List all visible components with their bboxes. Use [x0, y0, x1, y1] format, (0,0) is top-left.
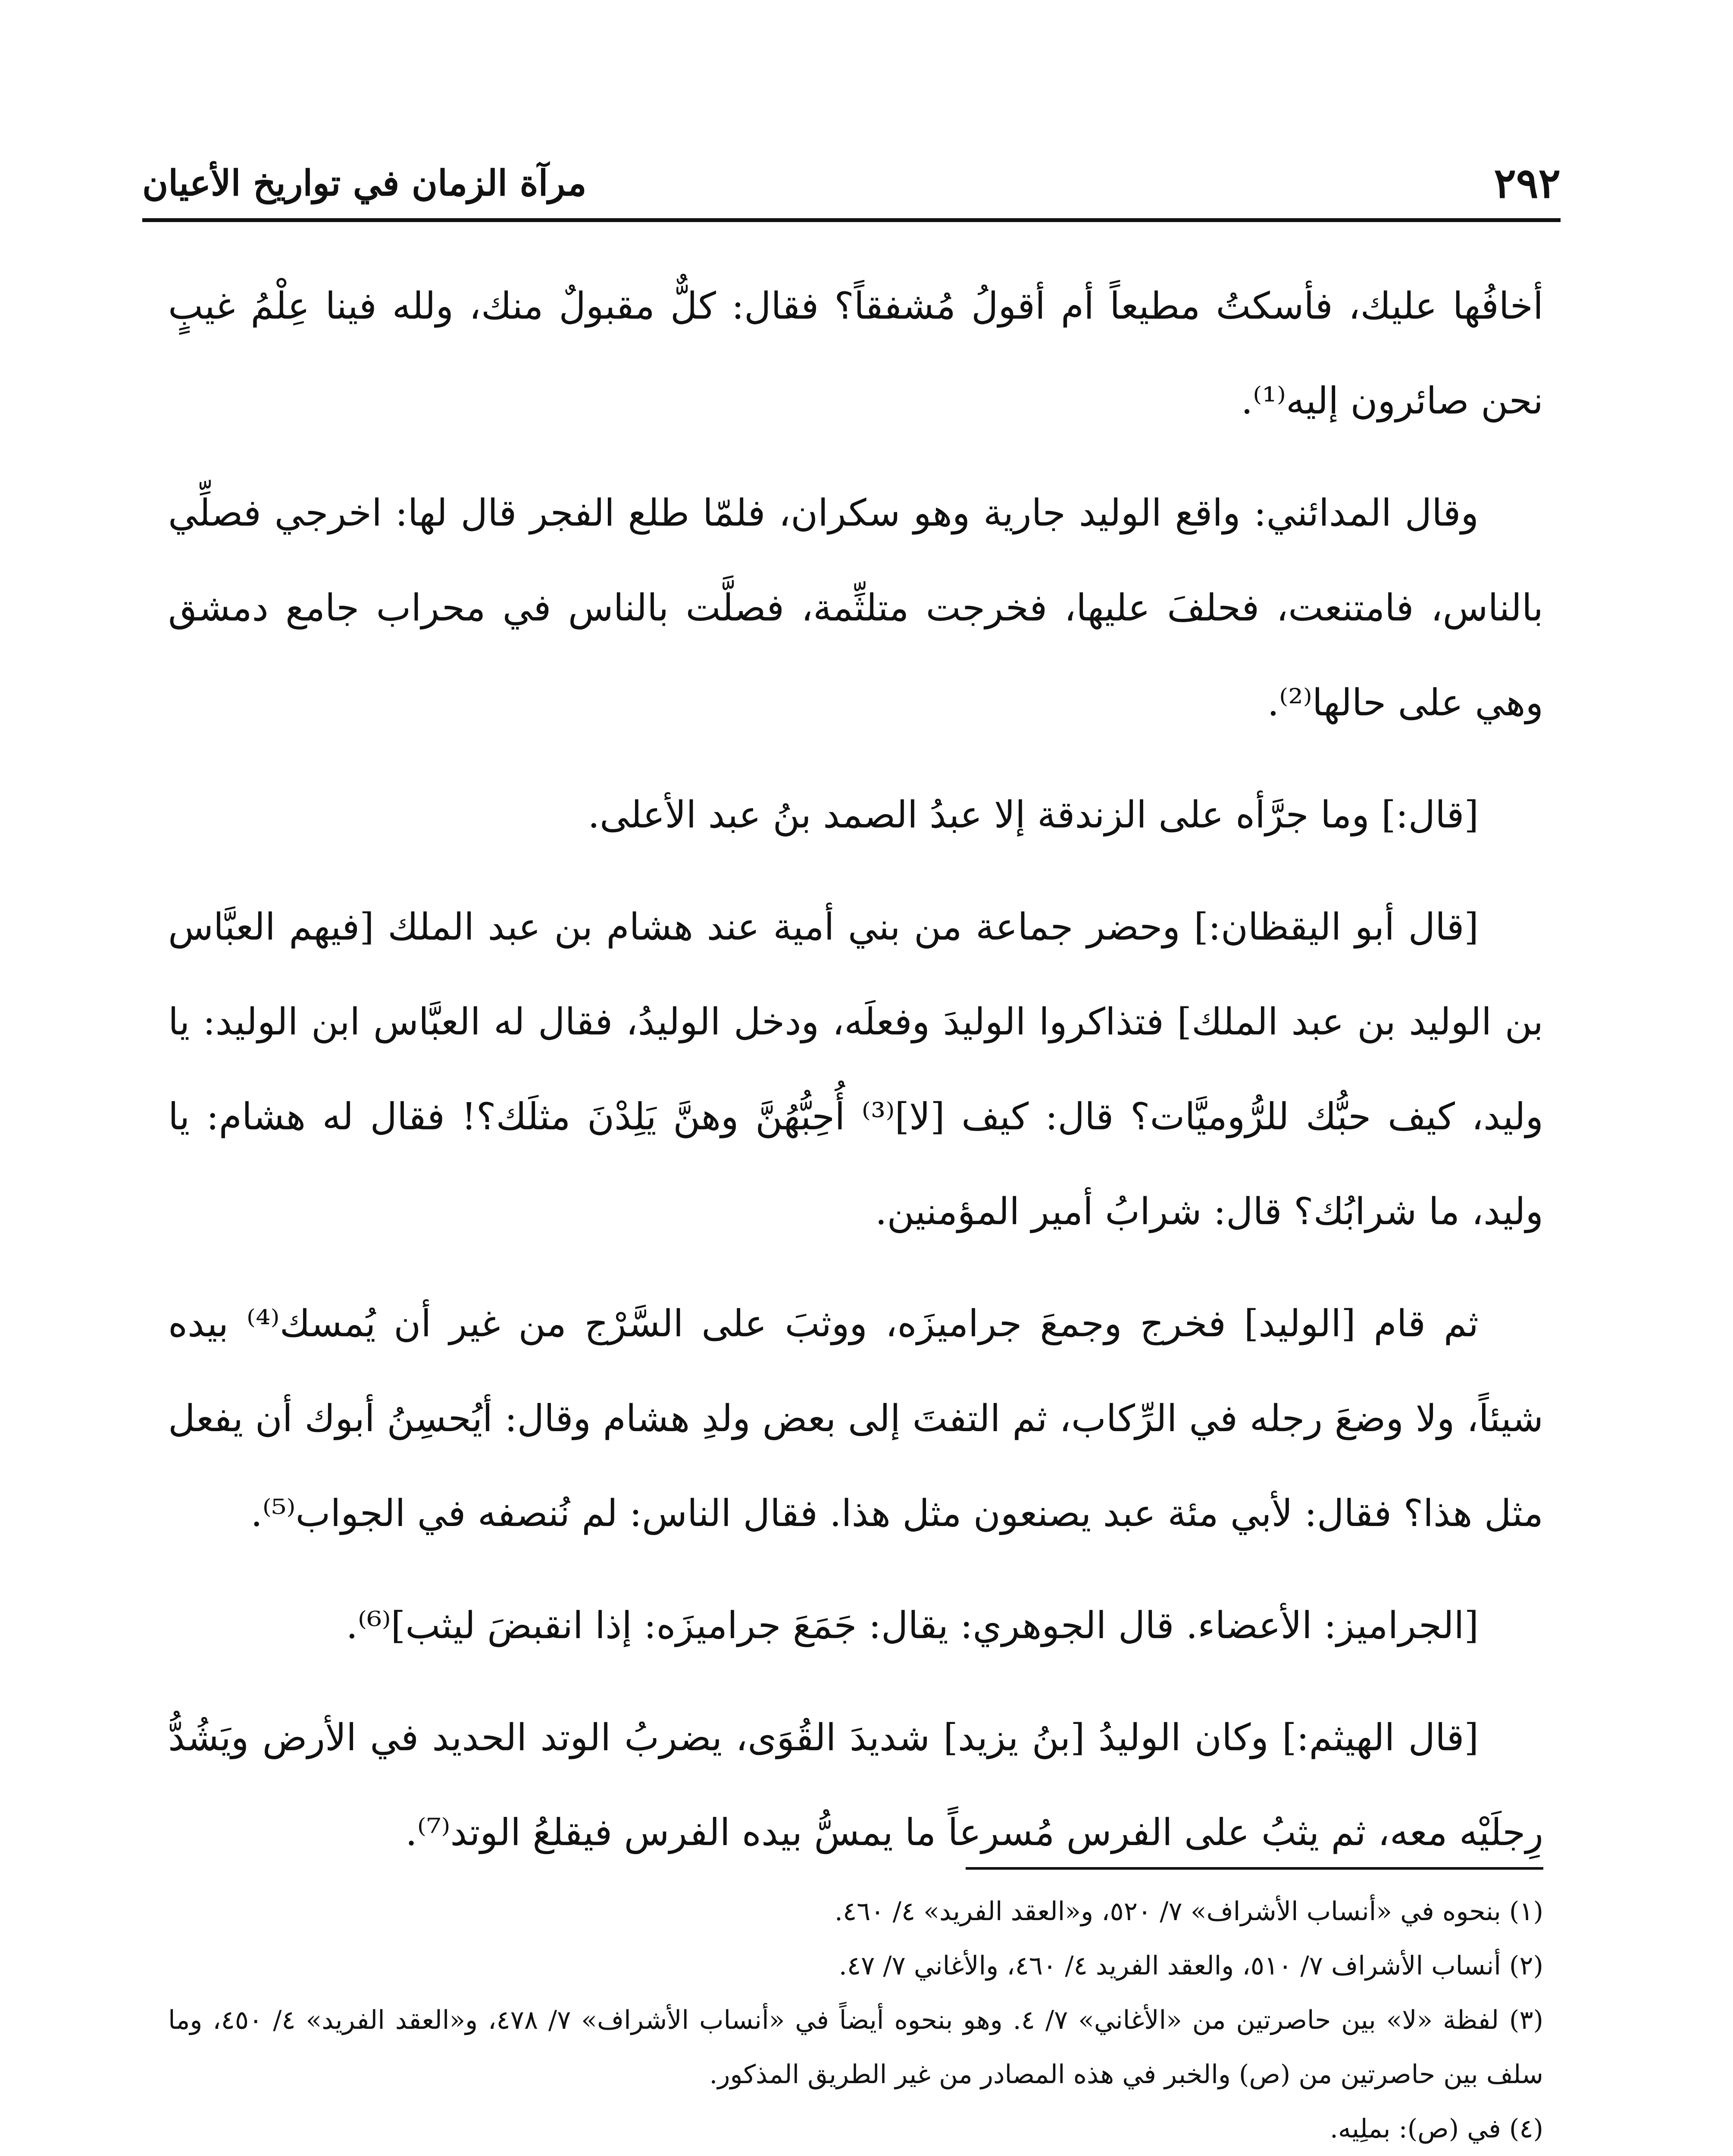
- running-title: مرآة الزمان في تواريخ الأعيان: [142, 163, 587, 204]
- paragraph: أخافُها عليك، فأسكتُ مطيعاً أم أقولُ مُشفقاً؟ فقال: كلٌّ مقبولٌ منك، ولله فينا عِلْمُ غيبٍ نحن صائرون إليه⁽¹⁾.: [168, 285, 1543, 423]
- page-number: ٢٩٢: [1494, 159, 1561, 207]
- footnote: (٢) أنساب الأشراف ٧/ ٥١٠، والعقد الفريد ٤/ ٤٦٠، والأغاني ٧/ ٤٧.: [838, 1951, 1543, 1981]
- main-text: [168, 259, 1543, 1897]
- paragraph: [قال أبو اليقظان:] وحضر جماعة من بني أمية عند هشام بن عبد الملك [فيهم العبَّاس بن الوليد بن عبد الملك] فتذاكروا الوليدَ وفعلَه، ودخل الوليدُ، فقال له العبَّاس ابن الوليد: يا وليد، كيف حبُّك للرُّوميَّات؟ قال: كيف [لا]⁽³⁾ أُحِبُّهُنَّ وهنَّ يَلِدْنَ مثلَك؟! فقال له هشام: يا وليد، ما شرابُك؟ قال: شرابُ أمير المؤمنين.: [168, 906, 1543, 1233]
- paragraph: [الجراميز: الأعضاء. قال الجوهري: يقال: جَمَعَ جراميزَه: إذا انقبضَ ليثب]⁽⁶⁾.: [346, 1604, 1479, 1647]
- page-header: [142, 155, 1561, 211]
- paragraph: [قال الهيثم:] وكان الوليدُ [بنُ يزيد] شديدَ القُوَى، يضربُ الوتد الحديد في الأرض ويَشُدُّ رِجلَيْه معه، ثم يثبُ على الفرس مُسرعاً ما يمسُّ بيده الفرس فيقلعُ الوتد⁽⁷⁾.: [168, 1716, 1543, 1854]
- footnote: (٤) في (ص): بملِيه.: [1329, 2114, 1543, 2144]
- footnote-separator: [966, 1867, 1543, 1870]
- footnote: (٣) لفظة «لا» بين حاصرتين من «الأغاني» ٧/ ٤. وهو بنحوه أيضاً في «أنساب الأشراف» ٧/ ٤٧٨، و«العقد الفريد» ٤/ ٤٥٠، وما سلف بين حاصرتين من (ص) والخبر في هذه المصادر من غير الطريق المذكور.: [168, 2005, 1543, 2090]
- header-rule: [142, 218, 1561, 222]
- paragraph: وقال المدائني: واقع الوليد جارية وهو سكران، فلمّا طلع الفجر قال لها: اخرجي فصلِّي بالناس، فامتنعت، فحلفَ عليها، فخرجت متلثِّمة، فصلَّت بالناس في محراب جامع دمشق وهي على حالها⁽²⁾.: [168, 492, 1543, 724]
- footnotes: [168, 1884, 1543, 2156]
- footnote: (١) بنحوه في «أنساب الأشراف» ٧/ ٥٢٠، و«العقد الفريد» ٤/ ٤٦٠.: [834, 1896, 1543, 1927]
- paragraph: [قال:] وما جرَّأه على الزندقة إلا عبدُ الصمد بنُ عبد الأعلى.: [588, 793, 1479, 837]
- paragraph: ثم قام [الوليد] فخرج وجمعَ جراميزَه، ووثبَ على السَّرْج من غير أن يُمسك⁽⁴⁾ بيده شيئاً، ولا وضعَ رجله في الرِّكاب، ثم التفتَ إلى بعض ولدِ هشام وقال: أيُحسِنُ أبوك أن يفعل مثل هذا؟ فقال: لأبي مئة عبد يصنعون مثل هذا. فقال الناس: لم نُنصفه في الجواب⁽⁵⁾.: [168, 1302, 1543, 1535]
